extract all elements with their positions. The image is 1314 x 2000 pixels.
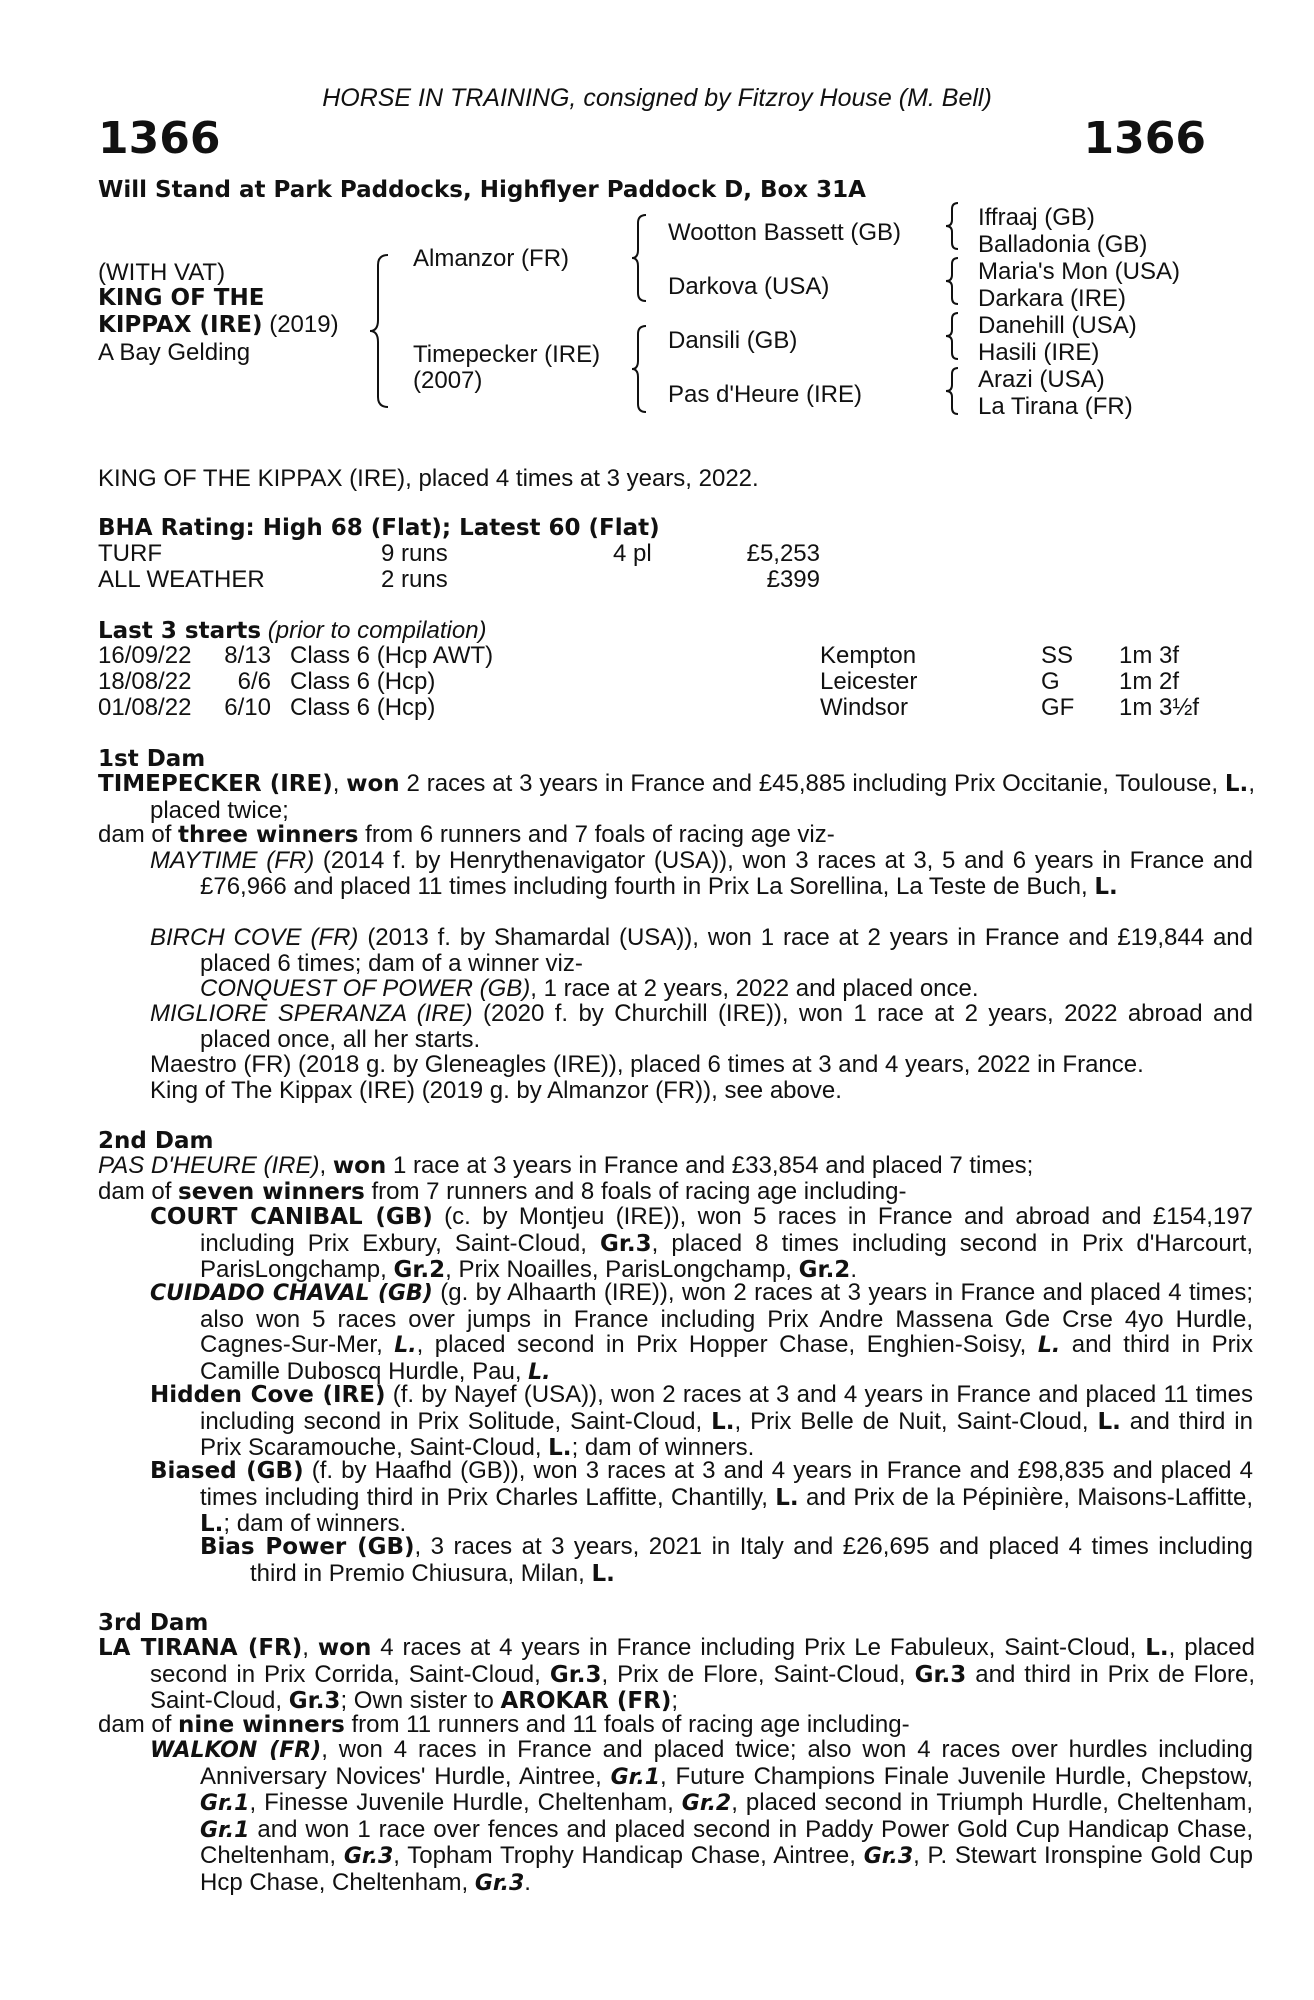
- dam1-para-4: [150, 925, 1253, 976]
- start-1-distance: 1m 3f: [1119, 642, 1180, 669]
- text-run: won: [332, 1153, 387, 1179]
- pedigree-brace-dam: [630, 323, 654, 415]
- text-run: WALKON (FR): [150, 1738, 322, 1763]
- text-run: L.: [711, 1408, 735, 1435]
- text-run: BIRCH COVE (FR): [150, 924, 359, 951]
- text-run: , Future Champions Finale Juvenile Hurdle, Chepstow,: [660, 1762, 1253, 1790]
- start-1-class: Class 6 (Hcp AWT): [290, 642, 494, 669]
- pedigree-sire: Almanzor (FR): [413, 245, 570, 272]
- start-2-going: G: [1041, 668, 1060, 695]
- dam2-heading: 2nd Dam: [98, 1128, 214, 1154]
- text-run: dam of: [98, 821, 179, 848]
- pedigree-dam-sire: Dansili (GB): [668, 327, 798, 354]
- pedigree-brace-sire: [630, 212, 654, 304]
- text-run: Biased (GB): [150, 1458, 304, 1484]
- lot-number-left: 1366: [98, 113, 221, 164]
- text-run: (f. by Haafhd (GB)), won 3 races at 3 and 4 years in France and £98,835 and placed 4 times including third in Prix Charles Laffitte, Chantilly,: [200, 1457, 1253, 1511]
- text-run: (2014 f. by Henrythenavigator (USA)), won 3 races at 3, 5 and 6 years in France and £76,966 and placed 11 times including fourth in Prix La Sorellina, La Teste de Buch,: [200, 847, 1253, 900]
- text-run: L.: [1097, 1408, 1121, 1435]
- text-run: L.: [1094, 873, 1118, 900]
- horse-year: (2019): [262, 311, 339, 338]
- dam1-para-1: [98, 771, 1255, 823]
- text-run: ,: [332, 770, 347, 797]
- pedigree-g1: Iffraaj (GB): [978, 204, 1095, 231]
- pedigree-g5: Danehill (USA): [978, 312, 1137, 339]
- text-run: L.: [591, 1560, 615, 1587]
- text-run: Gr.3: [549, 1661, 602, 1688]
- text-run: and third in Prix de Flore, Saint-Cloud,: [150, 1660, 1256, 1714]
- text-run: Gr.2: [798, 1257, 851, 1283]
- text-run: 4 races at 4 years in France including Prix Le Fabuleux, Saint-Cloud,: [371, 1634, 1146, 1661]
- start-1-going: SS: [1041, 642, 1074, 669]
- text-run: and third in Prix Scaramouche, Saint-Cloud,: [200, 1407, 1253, 1461]
- pedigree-g7: Arazi (USA): [978, 366, 1105, 393]
- start-3-distance: 1m 3½f: [1119, 694, 1200, 721]
- last-starts-note: (prior to compilation): [261, 617, 487, 644]
- dam2-para-2: [98, 1179, 1203, 1206]
- text-run: L.: [1145, 1635, 1169, 1661]
- rating-aw-surface: ALL WEATHER: [98, 566, 265, 593]
- rating-turf-earnings: £5,253: [746, 540, 820, 567]
- dam1-para-5: [200, 976, 1203, 1002]
- text-run: .: [524, 1868, 531, 1896]
- stand-location: Will Stand at Park Paddocks, Highflyer Paddock D, Box 31A: [98, 177, 866, 203]
- text-run: CUIDADO CHAVAL (GB): [150, 1281, 433, 1306]
- text-run: L.: [1037, 1333, 1061, 1358]
- text-run: from 7 runners and 8 foals of racing age including-: [364, 1178, 907, 1205]
- horse-name-line1: KING OF THE: [98, 285, 265, 311]
- pedigree-g8: La Tirana (FR): [978, 393, 1133, 420]
- pedigree-g2: Balladonia (GB): [978, 231, 1148, 258]
- text-run: nine winners: [178, 1712, 345, 1738]
- start-2-distance: 1m 2f: [1119, 668, 1180, 695]
- dam2-para-6: [150, 1458, 1253, 1538]
- text-run: , Finesse Juvenile Hurdle, Cheltenham,: [249, 1789, 682, 1816]
- text-run: Gr.2: [681, 1791, 732, 1816]
- text-run: , Prix de Flore, Saint-Cloud,: [601, 1660, 915, 1688]
- text-run: MIGLIORE SPERANZA (IRE): [150, 1000, 473, 1027]
- text-run: Gr.2: [393, 1257, 446, 1283]
- consignment-line: HORSE IN TRAINING, consigned by Fitzroy House (M. Bell): [322, 84, 992, 112]
- text-run: , 1 race at 2 years, 2022 and placed once.: [530, 975, 979, 1002]
- text-run: (2020 f. by Churchill (IRE)), won 1 race at 2 years, 2022 abroad and placed once, all her starts.: [200, 1000, 1253, 1053]
- text-run: L.: [394, 1333, 417, 1358]
- text-run: Gr.3: [343, 1844, 394, 1869]
- pedigree-brace-g4: [944, 365, 964, 417]
- text-run: won: [346, 771, 400, 797]
- start-1-pos: 8/13: [224, 642, 271, 669]
- dam3-heading: 3rd Dam: [98, 1610, 209, 1636]
- horse-name-line2: KIPPAX (IRE): [98, 312, 263, 338]
- text-run: , 3 races at 3 years, 2021 in Italy and £26,695 and placed 4 times including third in Premio Chiusura, Milan,: [250, 1533, 1254, 1587]
- text-run: , placed second in Prix Hopper Chase, Enghien-Soisy,: [416, 1331, 1038, 1358]
- start-2-date: 18/08/22: [98, 668, 192, 695]
- text-run: MAYTIME (FR): [150, 847, 315, 874]
- text-run: , placed second in Triumph Hurdle, Cheltenham,: [731, 1789, 1254, 1816]
- dam2-para-5: [150, 1382, 1253, 1462]
- start-3-date: 01/08/22: [98, 694, 192, 721]
- rating-turf-runs: 9 runs: [381, 540, 448, 567]
- dam1-para-8: King of The Kippax (IRE) (2019 g. by Almanzor (FR)), see above.: [150, 1077, 842, 1104]
- dam1-name: TIMEPECKER (IRE): [98, 771, 333, 797]
- rating-aw-earnings: £399: [766, 566, 820, 593]
- text-run: won: [317, 1635, 372, 1661]
- text-run: and third in Prix Camille Duboscq Hurdle, Pau,: [200, 1331, 1253, 1385]
- dam3-para-3: [150, 1737, 1253, 1896]
- start-2-course: Leicester: [820, 668, 918, 695]
- text-run: Bias Power (GB): [200, 1534, 415, 1560]
- pedigree-dam-year: (2007): [413, 367, 483, 394]
- text-run: dam of: [98, 1178, 179, 1205]
- last-starts-title: Last 3 starts: [98, 618, 262, 644]
- text-run: Gr.1: [200, 1791, 250, 1816]
- text-run: LA TIRANA (FR): [98, 1635, 303, 1661]
- text-run: (2013 f. by Shamardal (USA)), won 1 race at 2 years in France and £19,844 and placed 6 times; dam of a winner viz-: [200, 924, 1254, 977]
- start-3-going: GF: [1041, 694, 1075, 721]
- text-run: ,: [319, 1152, 333, 1179]
- text-run: L.: [775, 1484, 799, 1511]
- start-2-class: Class 6 (Hcp): [290, 668, 436, 695]
- dam1-para-7: Maestro (FR) (2018 g. by Gleneagles (IRE)), placed 6 times at 3 and 4 years, 2022 in France.: [150, 1051, 1144, 1078]
- text-run: from 6 runners and 7 foals of racing age viz-: [358, 821, 835, 848]
- dam2-para-4: [150, 1280, 1253, 1385]
- text-run: ; dam of winners.: [223, 1510, 407, 1537]
- text-run: Gr.1: [610, 1764, 660, 1790]
- text-run: PAS D'HEURE (IRE): [98, 1152, 320, 1179]
- text-run: ; dam of winners.: [571, 1434, 755, 1461]
- text-run: , won 4 races in France and placed twice; also won 4 races over hurdles including Anniversary Novices' Hurdle, Aintree,: [200, 1736, 1253, 1790]
- text-run: dam of: [98, 1711, 179, 1738]
- dam2-para-3: [150, 1204, 1253, 1284]
- text-run: L.: [528, 1359, 551, 1385]
- dam3-para-1: [98, 1635, 1255, 1715]
- text-run: from 11 runners and 11 foals of racing age including-: [344, 1711, 910, 1738]
- text-run: CONQUEST OF POWER (GB): [200, 975, 531, 1002]
- pedigree-brace-g1: [944, 200, 964, 252]
- text-run: , placed twice;: [150, 770, 1255, 824]
- start-3-pos: 6/10: [224, 694, 271, 721]
- text-run: COURT CANIBAL (GB): [150, 1204, 433, 1230]
- text-run: ; Own sister to: [340, 1687, 501, 1714]
- start-3-class: Class 6 (Hcp): [290, 694, 436, 721]
- pedigree-dam: Timepecker (IRE): [413, 341, 601, 368]
- text-run: Gr.3: [914, 1661, 967, 1688]
- horse-name-line2-wrap: [98, 312, 339, 339]
- text-run: Hidden Cove (IRE): [150, 1382, 386, 1408]
- text-run: ,: [302, 1634, 318, 1661]
- text-run: Gr.3: [288, 1688, 341, 1714]
- last-starts-heading: [98, 618, 487, 645]
- pedigree-brace-g2: [944, 255, 964, 307]
- text-run: 1 race at 3 years in France and £33,854 and placed 7 times;: [386, 1152, 1034, 1179]
- dam2-para-7: [200, 1534, 1253, 1587]
- lot-number-right: 1366: [1083, 113, 1206, 164]
- dam1-para-3: [150, 848, 1253, 900]
- text-run: , placed 8 times including second in Prix d'Harcourt, ParisLongchamp,: [200, 1229, 1253, 1283]
- vat-note: (WITH VAT): [98, 259, 226, 286]
- pedigree-g4: Darkara (IRE): [978, 285, 1127, 312]
- pedigree-brace-g3: [944, 310, 964, 362]
- start-1-date: 16/09/22: [98, 642, 192, 669]
- rating-turf-placed: 4 pl: [613, 540, 652, 567]
- text-run: Gr.3: [599, 1230, 652, 1257]
- text-run: , placed second in Prix Corrida, Saint-Cloud,: [150, 1634, 1256, 1688]
- text-run: (f. by Nayef (USA)), won 2 races at 3 and 4 years in France and placed 11 times including second in Prix Solitude, Saint-Cloud,: [200, 1381, 1253, 1435]
- pedigree-brace-main: [368, 252, 398, 410]
- text-run: Gr.3: [863, 1844, 914, 1869]
- dam3-para-2: [98, 1712, 1203, 1739]
- text-run: AROKAR (FR): [500, 1688, 672, 1714]
- text-run: and won 1 race over fences and placed second in Paddy Power Gold Cup Handicap Chase, Cheltenham,: [200, 1815, 1253, 1869]
- text-run: (g. by Alhaarth (IRE)), won 2 races at 3 years in France and placed 4 times; also won 5 races over jumps in France including Prix Andre Massena Gde Crse 4yo Hurdle, Cagnes-Sur-Mer,: [200, 1279, 1253, 1358]
- pedigree-sire-dam: Darkova (USA): [668, 273, 830, 300]
- pedigree-g6: Hasili (IRE): [978, 339, 1100, 366]
- pedigree-sire-sire: Wootton Bassett (GB): [668, 219, 901, 246]
- text-run: , Topham Trophy Handicap Chase, Aintree,: [393, 1842, 864, 1869]
- dam1-para-2: [98, 822, 1203, 849]
- text-run: ;: [671, 1687, 679, 1714]
- horse-description: A Bay Gelding: [98, 339, 251, 366]
- rating-turf-surface: TURF: [98, 540, 162, 567]
- rating-aw-runs: 2 runs: [381, 566, 448, 593]
- start-3-course: Windsor: [820, 694, 909, 721]
- text-run: , Prix Belle de Nuit, Saint-Cloud,: [734, 1407, 1098, 1435]
- text-run: Gr.3: [474, 1870, 525, 1896]
- pedigree-g3: Maria's Mon (USA): [978, 258, 1180, 285]
- dam1-heading: 1st Dam: [98, 746, 206, 772]
- text-run: , Prix Noailles, ParisLongchamp,: [445, 1256, 799, 1283]
- race-summary: KING OF THE KIPPAX (IRE), placed 4 times at 3 years, 2022.: [98, 465, 759, 492]
- pedigree-dam-dam: Pas d'Heure (IRE): [668, 381, 862, 408]
- text-run: seven winners: [178, 1179, 365, 1205]
- text-run: L.: [200, 1511, 224, 1537]
- text-run: L.: [1224, 771, 1249, 797]
- text-run: L.: [548, 1435, 572, 1461]
- dam2-para-1: [98, 1153, 1203, 1180]
- start-2-pos: 6/6: [237, 668, 271, 695]
- dam1-para-6: [150, 1001, 1253, 1052]
- text-run: (c. by Montjeu (IRE)), won 5 races in France and abroad and £154,197 including Prix Exbury, Saint-Cloud,: [200, 1203, 1253, 1257]
- rating-title: BHA Rating: High 68 (Flat); Latest 60 (Flat): [98, 515, 660, 541]
- text-run: three winners: [178, 822, 359, 848]
- start-1-course: Kempton: [820, 642, 917, 669]
- text-run: .: [850, 1256, 857, 1283]
- text-run: Gr.1: [200, 1817, 250, 1843]
- text-run: 2 races at 3 years in France and £45,885 including Prix Occitanie, Toulouse,: [399, 770, 1225, 797]
- text-run: and Prix de la Pépinière, Maisons-Laffitte,: [798, 1483, 1254, 1511]
- text-run: , P. Stewart Ironspine Gold Cup Hcp Chase, Cheltenham,: [200, 1842, 1254, 1896]
